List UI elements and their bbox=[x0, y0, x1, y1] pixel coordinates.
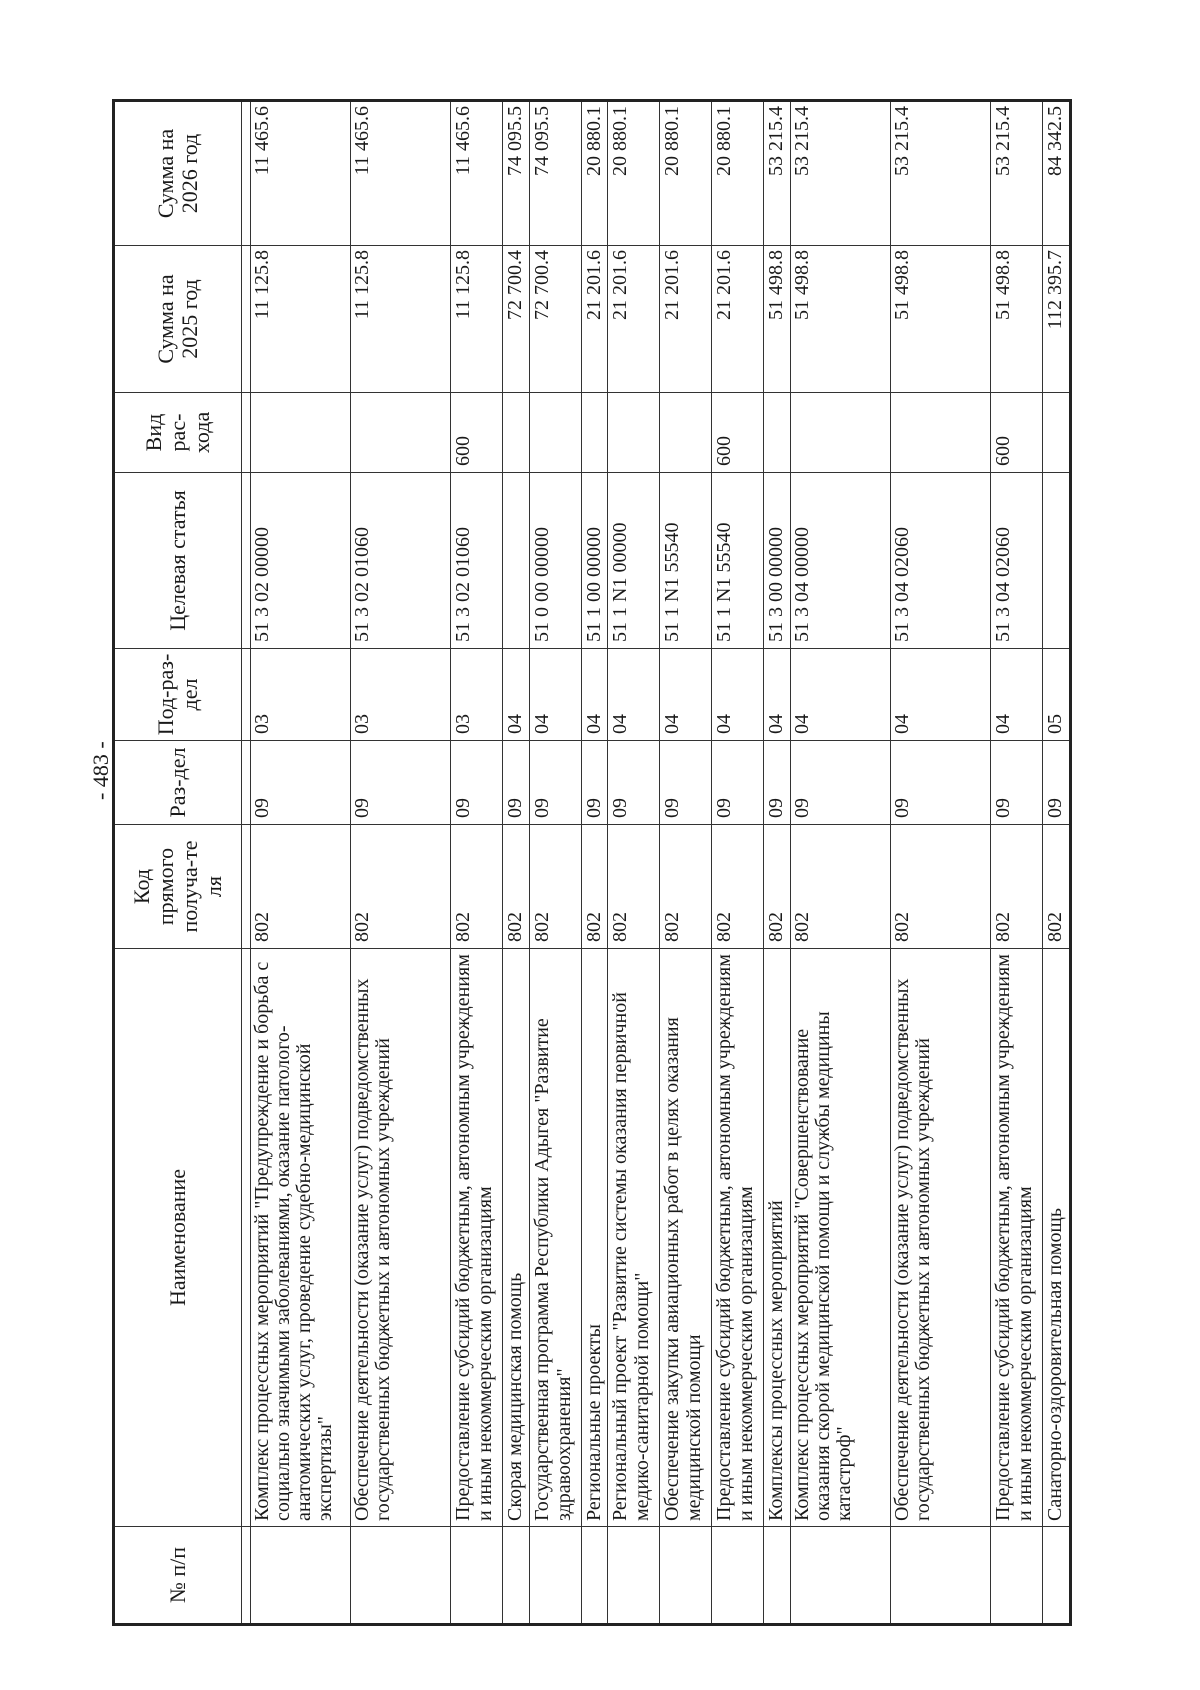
cell-section: 09 bbox=[763, 741, 790, 825]
header-name: Наименование bbox=[114, 949, 242, 1527]
cell-sum-2026: 20 880.1 bbox=[660, 101, 712, 246]
header-target: Целевая статья bbox=[114, 473, 242, 649]
cell-name: Предоставление субсидий бюджетным, автономным учреждениям и иным некоммерческим организациям bbox=[711, 949, 763, 1527]
header-sum-2026: Сумма на 2026 год bbox=[114, 101, 242, 246]
cell-expense: 600 bbox=[711, 393, 763, 473]
cell-recipient: 802 bbox=[763, 825, 790, 949]
cell-target: 51 3 04 02060 bbox=[890, 473, 990, 649]
cell-subsection: 04 bbox=[581, 649, 608, 741]
budget-table-sheet bbox=[112, 102, 1072, 1626]
spacer-row bbox=[242, 101, 251, 1625]
cell-num bbox=[763, 1527, 790, 1625]
header-expense: Вид рас-хода bbox=[114, 393, 242, 473]
cell-subsection: 04 bbox=[608, 649, 660, 741]
header-sum-2025: Сумма на 2025 год bbox=[114, 246, 242, 393]
cell-expense bbox=[1042, 393, 1070, 473]
cell-name: Комплекс процессных мероприятий "Совершенствование оказания скорой медицинской помощи и службы медицины катастроф" bbox=[790, 949, 890, 1527]
cell-name: Государственная программа Республики Адыгея "Развитие здравоохранения" bbox=[529, 949, 581, 1527]
cell-target: 51 1 N1 00000 bbox=[608, 473, 660, 649]
cell-subsection: 04 bbox=[711, 649, 763, 741]
cell-subsection: 04 bbox=[660, 649, 712, 741]
header-section: Раз-дел bbox=[114, 741, 242, 825]
cell-section: 09 bbox=[711, 741, 763, 825]
cell-recipient: 802 bbox=[529, 825, 581, 949]
cell-target: 51 3 02 00000 bbox=[250, 473, 350, 649]
cell-sum-2026: 53 215.4 bbox=[763, 101, 790, 246]
cell-expense bbox=[350, 393, 450, 473]
cell-target: 51 3 00 00000 bbox=[763, 473, 790, 649]
cell-name: Обеспечение деятельности (оказание услуг) подведомственных государственных бюджетных и автономных учреждений bbox=[350, 949, 450, 1527]
cell-recipient: 802 bbox=[250, 825, 350, 949]
cell-recipient: 802 bbox=[790, 825, 890, 949]
budget-table bbox=[112, 99, 1072, 1626]
cell-target: 51 1 N1 55540 bbox=[660, 473, 712, 649]
cell-expense bbox=[890, 393, 990, 473]
header-subsection: Под-раз-дел bbox=[114, 649, 242, 741]
cell-subsection: 04 bbox=[763, 649, 790, 741]
cell-recipient: 802 bbox=[502, 825, 529, 949]
cell-target: 51 3 04 02060 bbox=[991, 473, 1043, 649]
cell-num bbox=[890, 1527, 990, 1625]
table-row bbox=[763, 101, 790, 1625]
cell-expense bbox=[529, 393, 581, 473]
cell-num bbox=[350, 1527, 450, 1625]
cell-recipient: 802 bbox=[890, 825, 990, 949]
cell-subsection: 03 bbox=[451, 649, 503, 741]
cell-recipient: 802 bbox=[581, 825, 608, 949]
table-row bbox=[250, 101, 350, 1625]
cell-section: 09 bbox=[608, 741, 660, 825]
cell-sum-2025: 51 498.8 bbox=[763, 246, 790, 393]
cell-subsection: 04 bbox=[529, 649, 581, 741]
cell-name: Региональный проект "Развитие системы оказания первичной медико-санитарной помощи" bbox=[608, 949, 660, 1527]
cell-name: Комплекс процессных мероприятий "Предупреждение и борьба с социально значимыми заболеваниями, оказание патолого-анатомических услуг, проведение судебно-медицинской экспертизы" bbox=[250, 949, 350, 1527]
cell-sum-2025: 21 201.6 bbox=[581, 246, 608, 393]
cell-expense bbox=[581, 393, 608, 473]
cell-sum-2026: 20 880.1 bbox=[711, 101, 763, 246]
cell-name: Комплексы процессных мероприятий bbox=[763, 949, 790, 1527]
cell-expense bbox=[250, 393, 350, 473]
cell-subsection: 04 bbox=[790, 649, 890, 741]
cell-section: 09 bbox=[660, 741, 712, 825]
cell-num bbox=[991, 1527, 1043, 1625]
cell-sum-2025: 21 201.6 bbox=[711, 246, 763, 393]
cell-name: Региональные проекты bbox=[581, 949, 608, 1527]
cell-target: 51 3 04 00000 bbox=[790, 473, 890, 649]
cell-section: 09 bbox=[1042, 741, 1070, 825]
cell-expense bbox=[502, 393, 529, 473]
cell-target bbox=[502, 473, 529, 649]
cell-num bbox=[608, 1527, 660, 1625]
cell-subsection: 04 bbox=[991, 649, 1043, 741]
cell-num bbox=[711, 1527, 763, 1625]
cell-target: 51 1 N1 55540 bbox=[711, 473, 763, 649]
cell-sum-2025: 72 700.4 bbox=[502, 246, 529, 393]
cell-expense bbox=[790, 393, 890, 473]
cell-target: 51 1 00 00000 bbox=[581, 473, 608, 649]
cell-expense bbox=[660, 393, 712, 473]
cell-name: Предоставление субсидий бюджетным, автономным учреждениям и иным некоммерческим организациям bbox=[991, 949, 1043, 1527]
cell-section: 09 bbox=[581, 741, 608, 825]
page-number: - 483 - bbox=[88, 741, 113, 800]
table-row bbox=[890, 101, 990, 1625]
cell-sum-2025: 11 125.8 bbox=[250, 246, 350, 393]
header-num: № п/п bbox=[114, 1527, 242, 1625]
cell-sum-2025: 21 201.6 bbox=[608, 246, 660, 393]
cell-num bbox=[790, 1527, 890, 1625]
table-row bbox=[529, 101, 581, 1625]
cell-sum-2025: 11 125.8 bbox=[451, 246, 503, 393]
cell-subsection: 04 bbox=[890, 649, 990, 741]
cell-section: 09 bbox=[350, 741, 450, 825]
cell-sum-2026: 20 880.1 bbox=[581, 101, 608, 246]
cell-name: Предоставление субсидий бюджетным, автономным учреждениям и иным некоммерческим организациям bbox=[451, 949, 503, 1527]
cell-section: 09 bbox=[991, 741, 1043, 825]
cell-subsection: 04 bbox=[502, 649, 529, 741]
cell-sum-2025: 112 395.7 bbox=[1042, 246, 1070, 393]
cell-expense: 600 bbox=[451, 393, 503, 473]
cell-sum-2025: 72 700.4 bbox=[529, 246, 581, 393]
cell-recipient: 802 bbox=[1042, 825, 1070, 949]
cell-recipient: 802 bbox=[451, 825, 503, 949]
cell-name: Скорая медицинская помощь bbox=[502, 949, 529, 1527]
cell-sum-2026: 20 880.1 bbox=[608, 101, 660, 246]
cell-target: 51 3 02 01060 bbox=[451, 473, 503, 649]
cell-sum-2026: 11 465.6 bbox=[451, 101, 503, 246]
header-recipient: Код прямого получа-те ля bbox=[114, 825, 242, 949]
cell-recipient: 802 bbox=[660, 825, 712, 949]
cell-num bbox=[502, 1527, 529, 1625]
table-body bbox=[242, 101, 1071, 1625]
table-row bbox=[581, 101, 608, 1625]
cell-sum-2025: 51 498.8 bbox=[890, 246, 990, 393]
table-row bbox=[350, 101, 450, 1625]
cell-sum-2026: 53 215.4 bbox=[790, 101, 890, 246]
cell-recipient: 802 bbox=[608, 825, 660, 949]
cell-sum-2025: 11 125.8 bbox=[350, 246, 450, 393]
cell-name: Санаторно-оздоровительная помощь bbox=[1042, 949, 1070, 1527]
table-row bbox=[451, 101, 503, 1625]
cell-target: 51 3 02 01060 bbox=[350, 473, 450, 649]
cell-expense bbox=[763, 393, 790, 473]
table-row bbox=[991, 101, 1043, 1625]
cell-recipient: 802 bbox=[350, 825, 450, 949]
cell-target: 51 0 00 00000 bbox=[529, 473, 581, 649]
table-row bbox=[608, 101, 660, 1625]
cell-sum-2026: 74 095.5 bbox=[502, 101, 529, 246]
cell-num bbox=[581, 1527, 608, 1625]
cell-sum-2025: 51 498.8 bbox=[991, 246, 1043, 393]
cell-section: 09 bbox=[890, 741, 990, 825]
cell-target bbox=[1042, 473, 1070, 649]
cell-subsection: 03 bbox=[350, 649, 450, 741]
cell-subsection: 05 bbox=[1042, 649, 1070, 741]
cell-name: Обеспечение закупки авиационных работ в целях оказания медицинской помощи bbox=[660, 949, 712, 1527]
table-row bbox=[502, 101, 529, 1625]
cell-sum-2026: 74 095.5 bbox=[529, 101, 581, 246]
table-row bbox=[1042, 101, 1070, 1625]
cell-sum-2026: 11 465.6 bbox=[350, 101, 450, 246]
table-row bbox=[660, 101, 712, 1625]
cell-section: 09 bbox=[790, 741, 890, 825]
cell-section: 09 bbox=[502, 741, 529, 825]
table-row bbox=[790, 101, 890, 1625]
cell-sum-2025: 21 201.6 bbox=[660, 246, 712, 393]
cell-sum-2026: 84 342.5 bbox=[1042, 101, 1070, 246]
cell-num bbox=[250, 1527, 350, 1625]
table-header-row bbox=[114, 101, 242, 1625]
cell-num bbox=[660, 1527, 712, 1625]
cell-name: Обеспечение деятельности (оказание услуг) подведомственных государственных бюджетных и автономных учреждений bbox=[890, 949, 990, 1527]
cell-num bbox=[529, 1527, 581, 1625]
cell-section: 09 bbox=[250, 741, 350, 825]
cell-sum-2026: 53 215.4 bbox=[991, 101, 1043, 246]
cell-sum-2026: 11 465.6 bbox=[250, 101, 350, 246]
cell-num bbox=[1042, 1527, 1070, 1625]
cell-sum-2026: 53 215.4 bbox=[890, 101, 990, 246]
cell-recipient: 802 bbox=[711, 825, 763, 949]
cell-expense: 600 bbox=[991, 393, 1043, 473]
cell-num bbox=[451, 1527, 503, 1625]
cell-sum-2025: 51 498.8 bbox=[790, 246, 890, 393]
cell-section: 09 bbox=[451, 741, 503, 825]
table-row bbox=[711, 101, 763, 1625]
cell-expense bbox=[608, 393, 660, 473]
cell-subsection: 03 bbox=[250, 649, 350, 741]
cell-recipient: 802 bbox=[991, 825, 1043, 949]
cell-section: 09 bbox=[529, 741, 581, 825]
